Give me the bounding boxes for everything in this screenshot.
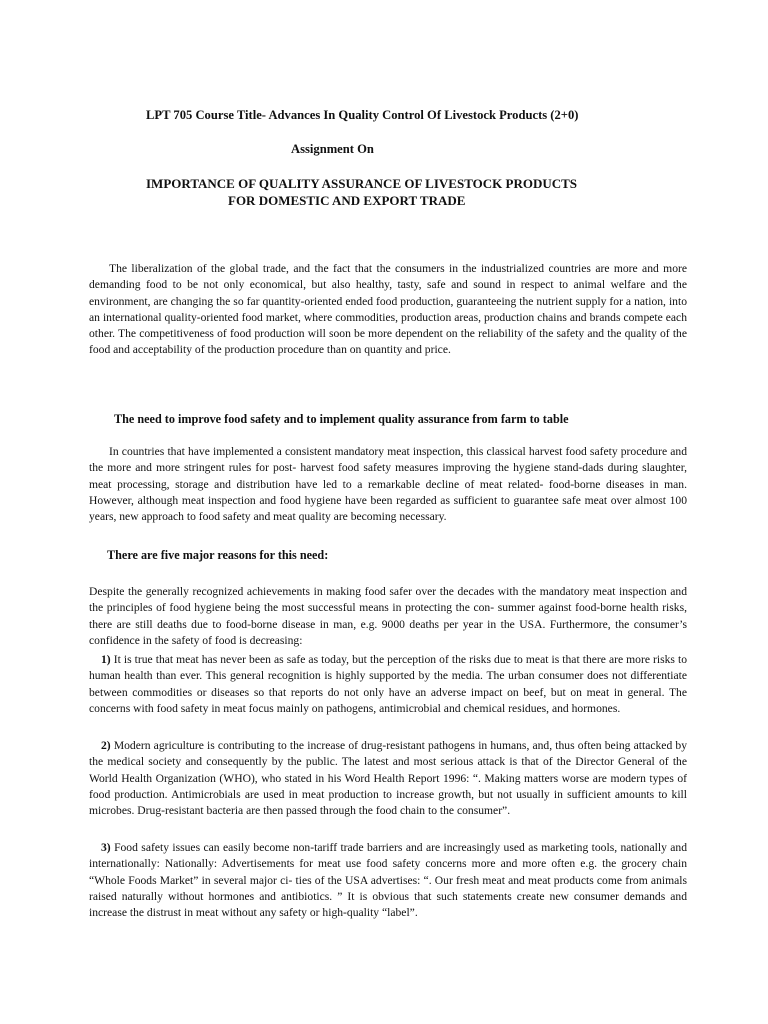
reason-item <box>89 840 687 921</box>
title-line-2: FOR DOMESTIC AND EXPORT TRADE <box>228 193 466 208</box>
reason-number: 2) <box>101 739 111 752</box>
assignment-label: Assignment On <box>291 142 374 156</box>
title-line-1: IMPORTANCE OF QUALITY ASSURANCE OF LIVESTOCK PRODUCTS <box>146 176 578 191</box>
reason-text: It is true that meat has never been as safe as today, but the perception of the risks due to meat is that there are more risks to human health than ever. This general recognition is highly supported by the media. The urban consumer does not differentiate between commodities or diseases so that reports do not only have an adverse impact on beef, but on meat in general. The concerns with food safety in meat focus mainly on pathogens, antimicrobial and chemical residues, and hormones. <box>89 653 687 715</box>
course-title: LPT 705 Course Title- Advances In Quality Control Of Livestock Products (2+0) <box>146 108 579 122</box>
intro-paragraph: The liberalization of the global trade, and the fact that the consumers in the industrialized countries are more and more demanding food to be not only economical, but also healthy, tasty, safe and sound in respect to animal welfare and the environment, are changing the so far quantity-oriented ended food production, guaranteeing the nutrient supply for a nation, into an international quality-oriented food market, where commodities, production areas, production chains and brands compete each other. The competitiveness of food production will soon be more dependent on the reliability of the safety and the quality of the food and acceptability of the production procedure than on quantity and price. <box>89 262 687 357</box>
document-title <box>146 175 626 209</box>
reason-number: 3) <box>101 841 111 854</box>
reason-text: Food safety issues can easily become non-tariff trade barriers and are increasingly used as marketing tools, nationally and internationally: Nationally: Advertisements for meat use food safety concerns more and more often e.g. the grocery chain “Whole Foods Market” in several major ci- ties of the USA advertises: “. Our fresh meat and meat products come from animals raised naturally without hormones and antibiotics. ” It is obvious that such statements create new consumer demands and increase the distrust in meat without any safety or high-quality “label”. <box>89 841 687 920</box>
reason-text: Modern agriculture is contributing to the increase of drug-resistant pathogens in humans, and, thus often being attacked by the medical society and consequently by the public. The latest and most serious attack is that of the Director General of the World Health Organization (WHO), who stated in his Word Health Report 1996: “. Making matters worse are modern types of food production. Antimicrobials are used in meat production to increase growth, but not usually in sufficient amounts to kill microbes. Drug-resistant bacteria are then passed through the food chain to the consumer”. <box>89 739 687 818</box>
reason-number: 1) <box>101 653 111 666</box>
section2-paragraph: Despite the generally recognized achievements in making food safer over the decades with the mandatory meat inspection and the principles of food hygiene being the most successful means in protecting the con- summer against food-borne health risks, there are still deaths due to food-borne disease in man, e.g. 9000 deaths per year in the USA. Furthermore, the consumer’s confidence in the safety of food is decreasing: <box>89 585 687 647</box>
reason-item <box>89 738 687 819</box>
reason-item <box>89 652 687 717</box>
section-heading-food-safety: The need to improve food safety and to implement quality assurance from farm to table <box>114 412 569 426</box>
section1-paragraph: In countries that have implemented a consistent mandatory meat inspection, this classical harvest food safety procedure and the more and more stringent rules for post- harvest food safety measures improving the hygiene stand-dads during slaughter, meat processing, storage and distribution have led to a remarkable decline of meat related- food-borne diseases in man. However, although meat inspection and food hygiene have been regarded as sufficient to guarantee safe meat over almost 100 years, new approach to food safety and meat quality are becoming necessary. <box>89 445 687 524</box>
section-heading-five-reasons: There are five major reasons for this need: <box>107 548 329 562</box>
